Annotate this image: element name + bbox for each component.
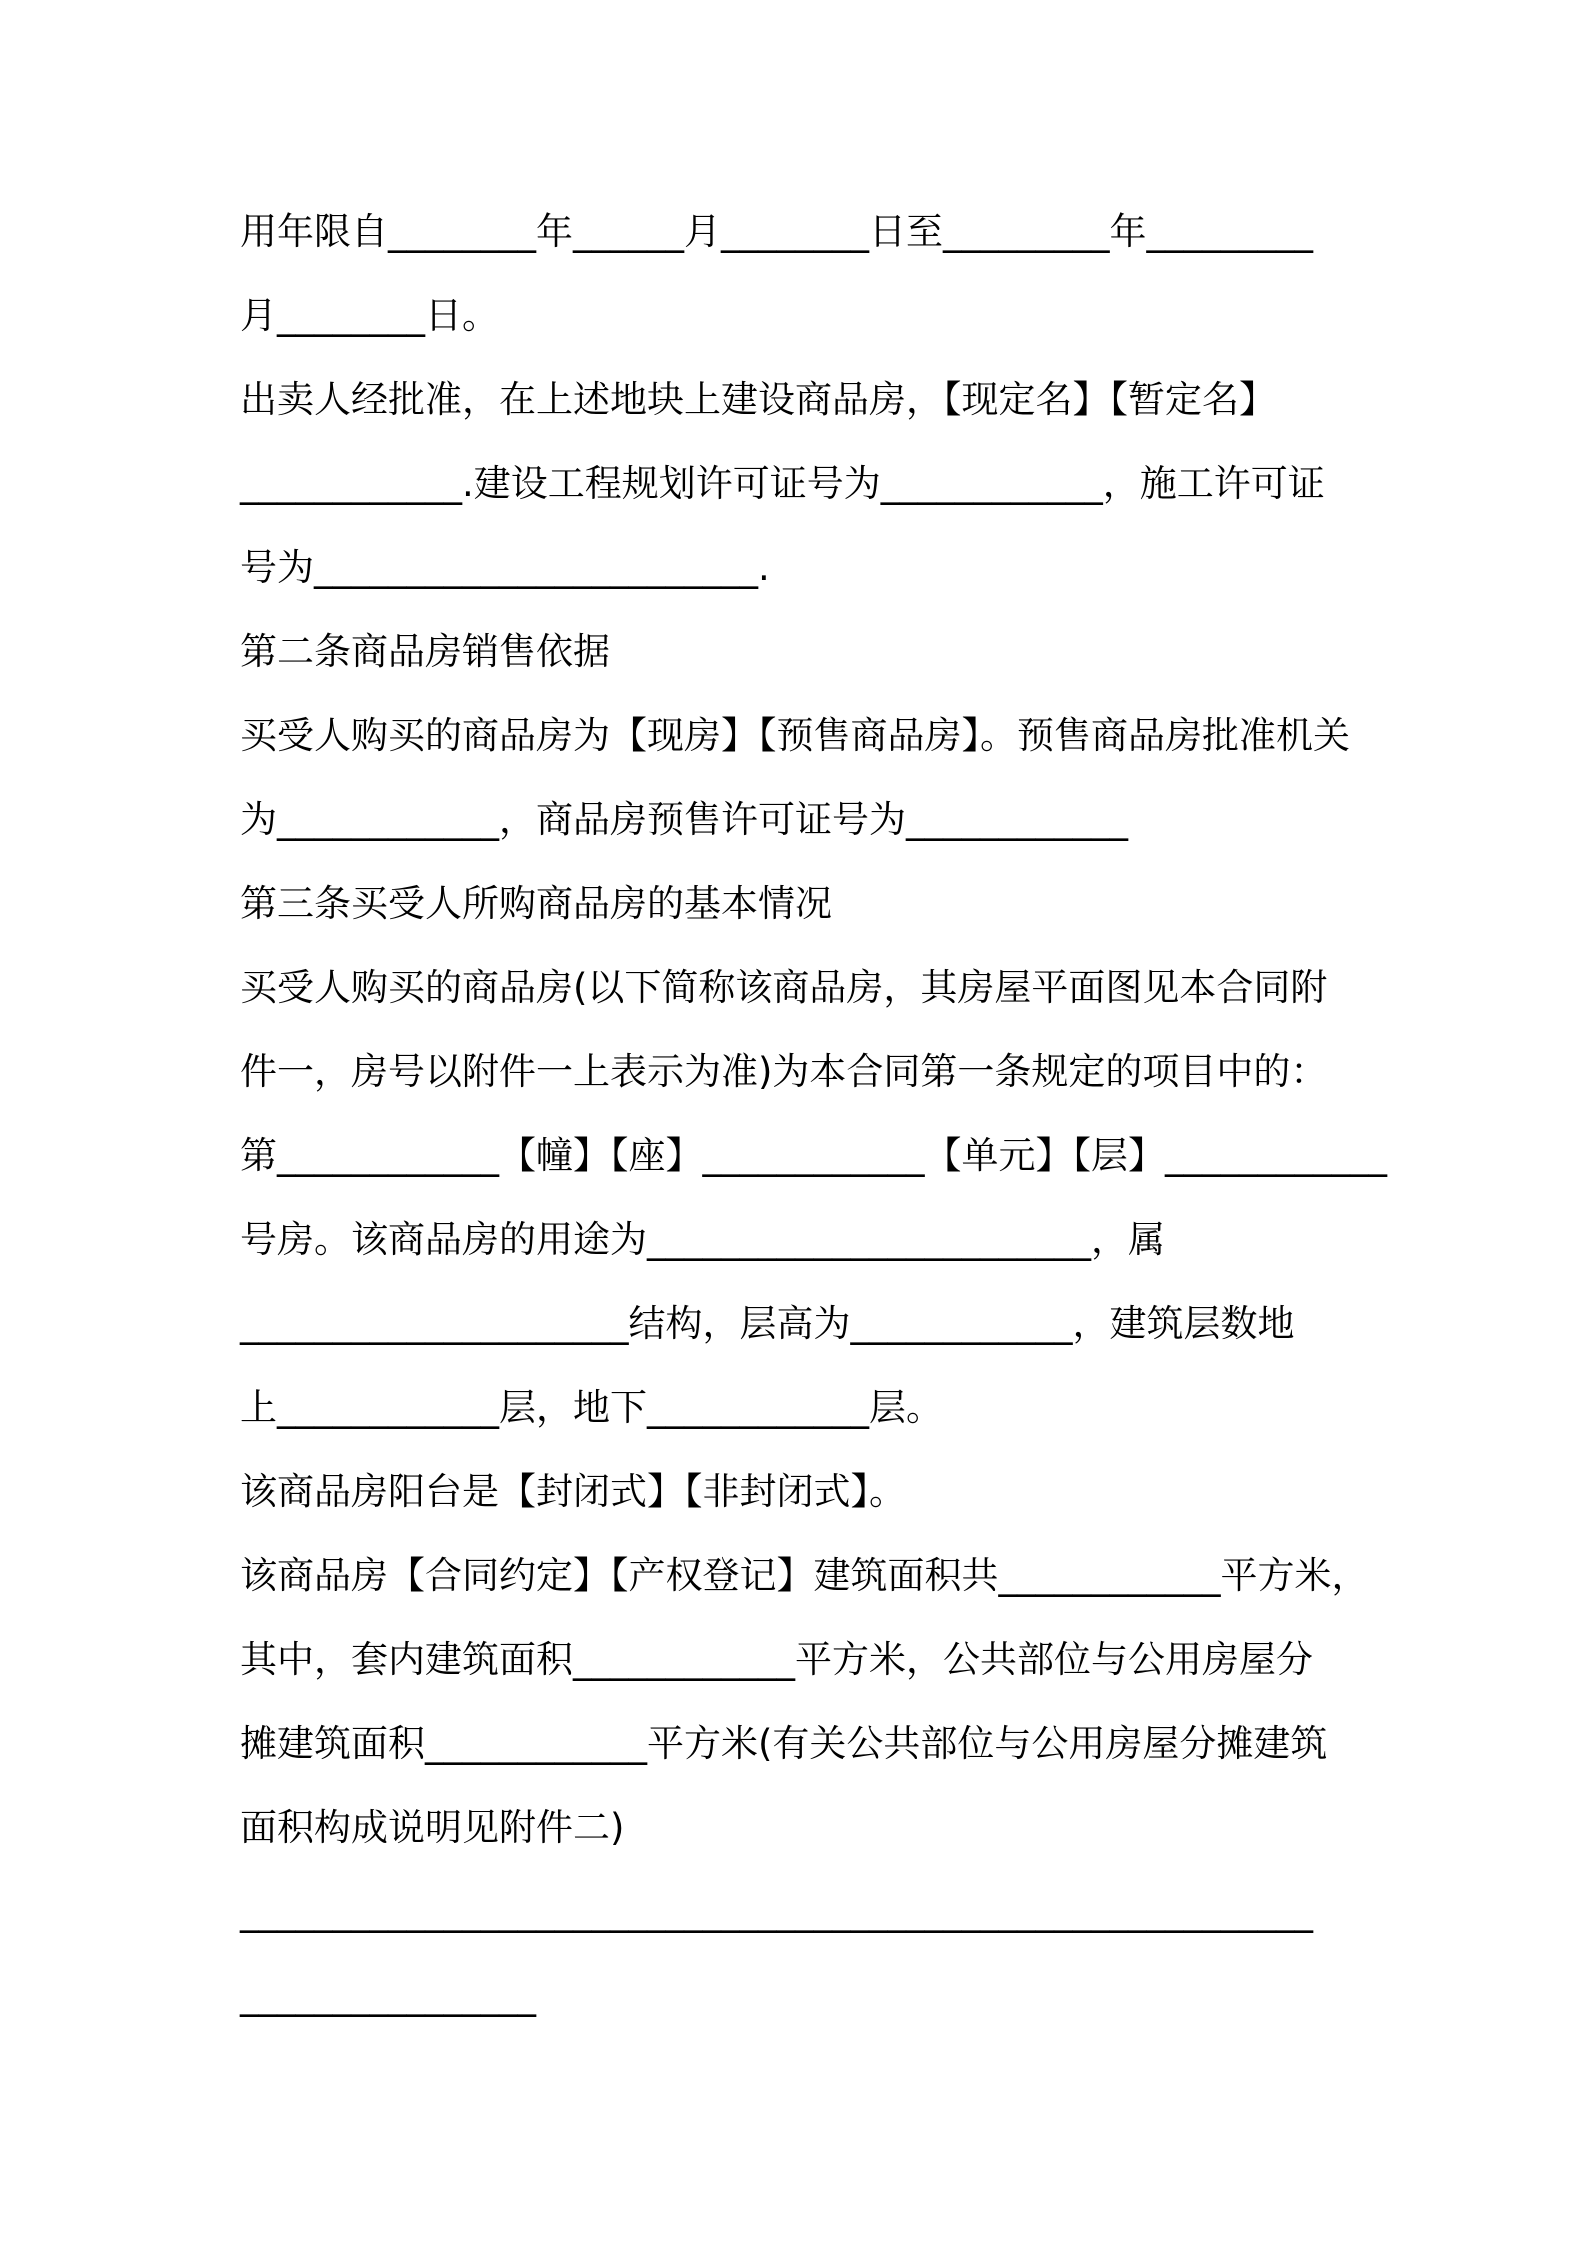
text-line: 其中，套内建筑面积____________平方米，公共部位与公用房屋分 — [240, 1638, 1313, 1681]
text-line: 该商品房【合同约定】【产权登记】建筑面积共____________平方米， — [240, 1554, 1369, 1597]
text-line: 买受人购买的商品房为【现房】【预售商品房】。预售商品房批准机关 — [240, 714, 1350, 757]
text-line: ____________.建设工程规划许可证号为____________，施工许可证 — [240, 462, 1325, 505]
text-line: 上____________层，地下____________层。 — [240, 1386, 943, 1429]
text-line: _____________________结构，层高为____________，建筑层数地 — [240, 1302, 1295, 1345]
text-line: 件一，房号以附件一上表示为准)为本合同第一条规定的项目中的： — [240, 1050, 1328, 1093]
text-line: 面积构成说明见附件二) — [240, 1806, 625, 1849]
section-heading: 第三条买受人所购商品房的基本情况 — [240, 882, 832, 925]
document-body — [240, 190, 1387, 2038]
text-line: 号为________________________. — [240, 546, 770, 589]
text-line: 号房。该商品房的用途为________________________，属 — [240, 1218, 1165, 1261]
text-line: 摊建筑面积____________平方米(有关公共部位与公用房屋分摊建筑 — [240, 1722, 1328, 1765]
text-line: 买受人购买的商品房(以下简称该商品房，其房屋平面图见本合同附 — [240, 966, 1328, 1009]
text-line: 该商品房阳台是【封闭式】【非封闭式】。 — [240, 1470, 906, 1513]
text-line: 第____________【幢】【座】____________【单元】【层】____________ — [240, 1134, 1387, 1177]
blank-line: ________________ — [240, 1974, 536, 2017]
text-line: 为____________，商品房预售许可证号为____________ — [240, 798, 1128, 841]
section-heading: 第二条商品房销售依据 — [240, 630, 610, 673]
text-line: 出卖人经批准，在上述地块上建设商品房，【现定名】【暂定名】 — [240, 378, 1276, 421]
blank-line: __________________________________________________________ — [240, 1890, 1313, 1933]
text-line: 月________日。 — [240, 294, 499, 337]
text-line: 用年限自________年______月________日至_________年_________ — [240, 210, 1313, 253]
